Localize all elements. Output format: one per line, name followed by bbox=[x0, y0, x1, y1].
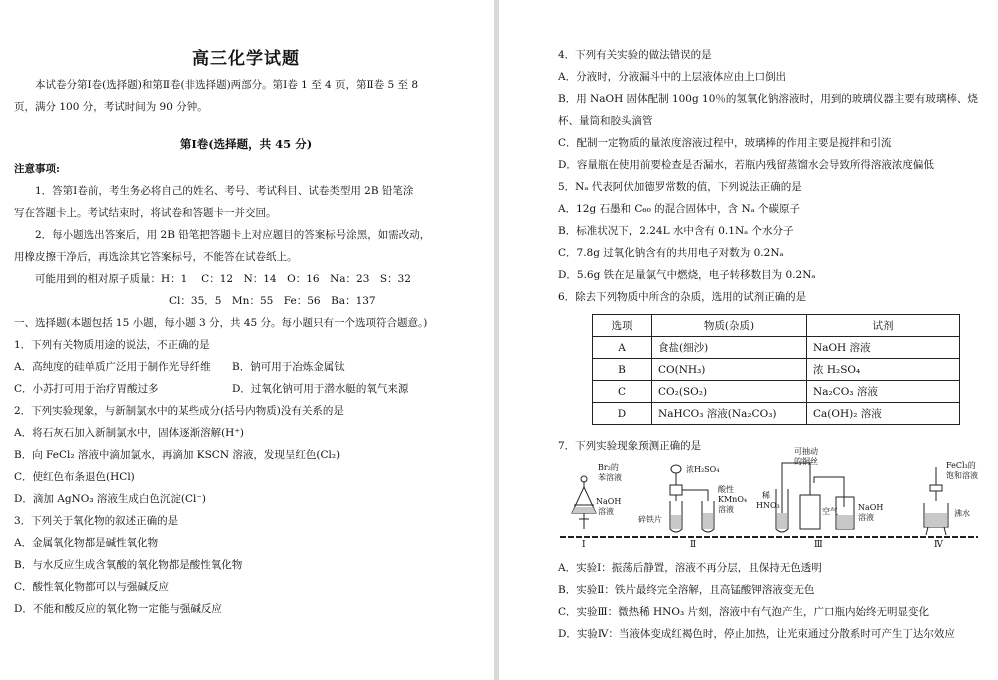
q1-option-b: B．钠可用于冶炼金属钛 bbox=[232, 361, 345, 373]
q3-option-d: D．不能和酸反应的氧化物一定能与强碱反应 bbox=[14, 603, 222, 615]
table-cell: CO(NH₃) bbox=[652, 359, 807, 381]
table-cell: B bbox=[593, 359, 652, 381]
table-header: 试剂 bbox=[807, 315, 960, 337]
label-air: 空气 bbox=[822, 507, 838, 516]
label-solution-1: 溶液 bbox=[598, 507, 614, 516]
q6-table bbox=[592, 314, 960, 425]
label-br2: Br₂的 bbox=[598, 463, 619, 472]
q3-option-c: C．酸性氧化物都可以与强碱反应 bbox=[14, 581, 170, 593]
table-header-row bbox=[593, 315, 960, 337]
question-1: 1．下列有关物质用途的说法，不正确的是 bbox=[14, 339, 210, 351]
label-kmno4-a: 酸性 bbox=[718, 485, 734, 494]
section-title: 第Ⅰ卷(选择题，共 45 分) bbox=[179, 137, 313, 151]
question-2: 2．下列实验现象，与新制氯水中的某些成分(括号内物质)没有关系的是 bbox=[14, 405, 344, 417]
label-naoh-1: NaOH bbox=[596, 497, 622, 506]
note-1a: 1．答第Ⅰ卷前，考生务必将自己的姓名、考号、考试科目、试卷类型用 2B 铅笔涂 bbox=[35, 185, 414, 197]
exam-title: 高三化学试题 bbox=[192, 49, 300, 69]
question-5: 5．Nₐ 代表阿伏加德罗常数的值，下列说法正确的是 bbox=[558, 181, 802, 193]
intro-line-1: 本试卷分第Ⅰ卷(选择题)和第Ⅱ卷(非选择题)两部分。第Ⅰ卷 1 至 4 页，第Ⅱ卷 5 至 8 bbox=[35, 79, 419, 91]
q4-option-d: D．容量瓶在使用前要检查是否漏水，若瓶内残留蒸馏水会导致所得溶液浓度偏低 bbox=[558, 159, 934, 171]
q5-option-a: A．12g 石墨和 C₆₀ 的混合固体中，含 Nₐ 个碳原子 bbox=[558, 203, 801, 215]
label-h2so4: 浓H₂SO₄ bbox=[686, 465, 720, 474]
label-benzene: 苯溶液 bbox=[598, 473, 622, 482]
q2-option-a: A．将石灰石加入新制氯水中，固体逐渐溶解(H⁺) bbox=[14, 427, 244, 439]
q2-option-b: B．向 FeCl₂ 溶液中滴加氯水，再滴加 KSCN 溶液，发现呈红色(Cl₂) bbox=[14, 449, 341, 461]
label-copper-a: 可抽动 bbox=[794, 447, 818, 456]
label-fecl3-b: 饱和溶液 bbox=[946, 471, 978, 480]
question-1-options-ab bbox=[14, 356, 478, 378]
q7-option-b: B．实验Ⅱ：铁片最终完全溶解，且高锰酸钾溶液变无色 bbox=[558, 584, 815, 596]
question-6: 6．除去下列物质中所含的杂质，选用的试剂正确的是 bbox=[558, 291, 807, 303]
question-4: 4．下列有关实验的做法错误的是 bbox=[558, 49, 712, 61]
table-row bbox=[593, 381, 960, 403]
q1-option-c: C．小苏打可用于治疗胃酸过多 bbox=[14, 383, 159, 395]
label-boiling-water: 沸水 bbox=[954, 509, 970, 518]
label-hno3-a: 稀 bbox=[762, 491, 770, 500]
label-kmno4-c: 溶液 bbox=[718, 505, 734, 514]
part-one-heading: 一、选择题(本题包括 15 小题，每小题 3 分，共 45 分。每小题只有一个选项符合题意。) bbox=[14, 317, 428, 329]
q3-option-b: B．与水反应生成含氧酸的氧化物都是酸性氧化物 bbox=[14, 559, 243, 571]
label-kmno4-b: KMnO₄ bbox=[718, 495, 748, 504]
q4-option-b-line1: B．用 NaOH 固体配制 100g 10％的氢氧化钠溶液时，用到的玻璃仪器主要有玻璃棒、烧 bbox=[558, 93, 978, 105]
label-iron: 碎铁片 bbox=[638, 515, 662, 524]
label-solution-2: 溶液 bbox=[858, 513, 874, 522]
table-cell: 食盐(细沙) bbox=[652, 337, 807, 359]
q7-option-c: C．实验Ⅲ：微热稀 HNO₃ 片刻，溶液中有气泡产生，广口瓶内始终无明显变化 bbox=[558, 606, 929, 618]
q4-option-b-line2: 杯、量筒和胶头滴管 bbox=[558, 115, 653, 127]
table-cell: C bbox=[593, 381, 652, 403]
q7-option-d: D．实验Ⅳ：当液体变成红褐色时，停止加热，让光束通过分散系时可产生丁达尔效应 bbox=[558, 628, 955, 640]
question-3: 3．下列关于氧化物的叙述正确的是 bbox=[14, 515, 179, 527]
q7-option-a: A．实验Ⅰ：振荡后静置，溶液不再分层，且保持无色透明 bbox=[558, 562, 822, 574]
table-header: 选项 bbox=[593, 315, 652, 337]
table-row bbox=[593, 337, 960, 359]
atomic-mass-2: Cl：35．5 Mn：55 Fe：56 Ba：137 bbox=[169, 295, 376, 307]
q3-option-a: A．金属氧化物都是碱性氧化物 bbox=[14, 537, 159, 549]
label-exp-1: Ⅰ bbox=[582, 540, 586, 550]
right-page bbox=[502, 0, 998, 680]
q1-option-a: A．高纯度的硅单质广泛用于制作光导纤维 bbox=[14, 361, 211, 373]
q4-option-c: C．配制一定物质的量浓度溶液过程中，玻璃棒的作用主要是搅拌和引流 bbox=[558, 137, 892, 149]
atomic-mass-1: 可能用到的相对原子质量：H：1 C：12 N：14 O：16 Na：23 S：32 bbox=[35, 273, 411, 285]
q2-option-d: D．滴加 AgNO₃ 溶液生成白色沉淀(Cl⁻) bbox=[14, 493, 207, 505]
table-cell: A bbox=[593, 337, 652, 359]
q5-option-d: D．5.6g 铁在足量氯气中燃烧，电子转移数目为 0.2Nₐ bbox=[558, 269, 816, 281]
label-exp-4: Ⅳ bbox=[934, 540, 943, 550]
table-cell: NaOH 溶液 bbox=[807, 337, 960, 359]
q2-option-c: C．使红色布条退色(HCl) bbox=[14, 471, 135, 483]
note-2b: 用橡皮擦干净后，再选涂其它答案标号，不能答在试卷纸上。 bbox=[14, 251, 298, 263]
table-cell: Na₂CO₃ 溶液 bbox=[807, 381, 960, 403]
note-1b: 写在答题卡上。考试结束时，将试卷和答题卡一并交回。 bbox=[14, 207, 277, 219]
label-exp-3: Ⅲ bbox=[814, 540, 823, 550]
table-cell: 浓 H₂SO₄ bbox=[807, 359, 960, 381]
q1-option-d: D．过氧化钠可用于潜水艇的氧气来源 bbox=[232, 383, 409, 395]
question-1-options-cd bbox=[14, 378, 478, 400]
q5-option-c: C．7.8g 过氧化钠含有的共用电子对数为 0.2Nₐ bbox=[558, 247, 784, 259]
table-cell: D bbox=[593, 403, 652, 425]
note-2a: 2．每小题选出答案后，用 2B 铅笔把答题卡上对应题目的答案标号涂黑，如需改动， bbox=[35, 229, 431, 241]
left-page bbox=[0, 0, 492, 680]
table-row bbox=[593, 359, 960, 381]
table-header: 物质(杂质) bbox=[652, 315, 807, 337]
table-cell: NaHCO₃ 溶液(Na₂CO₃) bbox=[652, 403, 807, 425]
notes-title: 注意事项: bbox=[14, 163, 60, 175]
experiment-figure bbox=[558, 447, 980, 557]
table-row bbox=[593, 403, 960, 425]
page-divider bbox=[494, 0, 499, 680]
intro-line-2: 页，满分 100 分，考试时间为 90 分钟。 bbox=[14, 101, 208, 113]
q5-option-b: B．标准状况下，2.24L 水中含有 0.1Nₐ 个水分子 bbox=[558, 225, 794, 237]
label-copper-b: 的铜丝 bbox=[794, 457, 818, 466]
question-7: 7．下列实验现象预测正确的是 bbox=[558, 440, 702, 452]
table-cell: CO₂(SO₂) bbox=[652, 381, 807, 403]
label-exp-2: Ⅱ bbox=[690, 540, 697, 550]
table-cell: Ca(OH)₂ 溶液 bbox=[807, 403, 960, 425]
q4-option-a: A．分液时，分液漏斗中的上层液体应由上口倒出 bbox=[558, 71, 787, 83]
label-naoh-2: NaOH bbox=[858, 503, 884, 512]
label-fecl3-a: FeCl₃的 bbox=[946, 461, 976, 470]
label-hno3-b: HNO₃ bbox=[756, 501, 780, 510]
